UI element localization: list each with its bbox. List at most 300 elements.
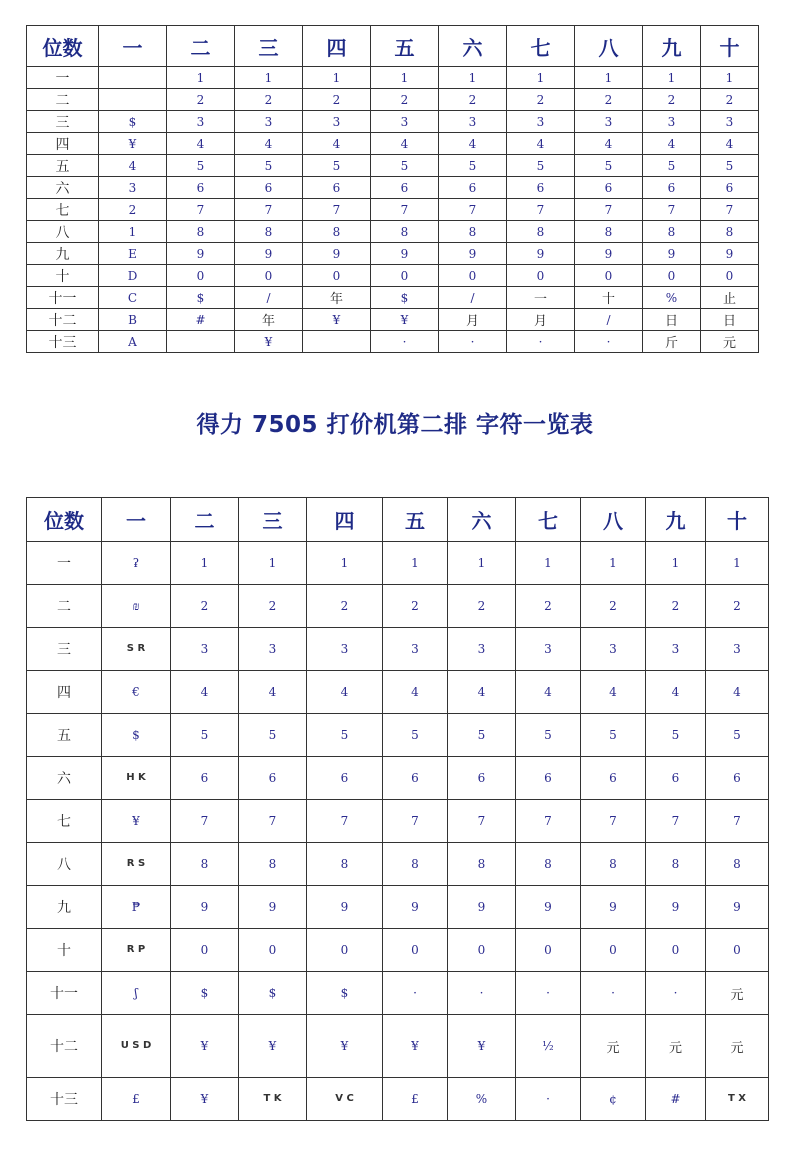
character-cell: 2 bbox=[575, 89, 643, 111]
character-cell: V C bbox=[307, 1078, 383, 1121]
character-cell: 8 bbox=[171, 843, 239, 886]
character-cell: 7 bbox=[171, 800, 239, 843]
character-cell: 0 bbox=[516, 929, 581, 972]
character-cell: 2 bbox=[239, 585, 307, 628]
row-label: 二 bbox=[27, 585, 102, 628]
character-cell: 1 bbox=[516, 542, 581, 585]
character-cell: 8 bbox=[581, 843, 646, 886]
character-cell: 9 bbox=[171, 886, 239, 929]
character-cell: 0 bbox=[448, 929, 516, 972]
row-label: 十 bbox=[27, 929, 102, 972]
character-cell: 8 bbox=[307, 843, 383, 886]
table-row bbox=[27, 671, 769, 714]
character-cell: 2 bbox=[706, 585, 769, 628]
character-cell: 5 bbox=[167, 155, 235, 177]
character-cell: 4 bbox=[303, 133, 371, 155]
character-cell bbox=[167, 331, 235, 353]
character-cell: 1 bbox=[706, 542, 769, 585]
character-cell: ¥ bbox=[383, 1015, 448, 1078]
character-cell: · bbox=[448, 972, 516, 1015]
character-cell: 2 bbox=[701, 89, 759, 111]
header-column: 八 bbox=[575, 26, 643, 67]
character-cell: ʡ bbox=[102, 542, 171, 585]
character-cell: ¥ bbox=[99, 133, 167, 155]
row-label: 十三 bbox=[27, 331, 99, 353]
table-row bbox=[27, 177, 759, 199]
character-cell: 8 bbox=[303, 221, 371, 243]
character-cell: 日 bbox=[643, 309, 701, 331]
row-label: 七 bbox=[27, 199, 99, 221]
character-cell: 元 bbox=[706, 1015, 769, 1078]
row-label: 十 bbox=[27, 265, 99, 287]
character-cell: B bbox=[99, 309, 167, 331]
character-cell: 9 bbox=[383, 886, 448, 929]
table-row bbox=[27, 133, 759, 155]
character-cell: 7 bbox=[303, 199, 371, 221]
header-column: 九 bbox=[643, 26, 701, 67]
character-cell: 6 bbox=[303, 177, 371, 199]
character-cell: 2 bbox=[581, 585, 646, 628]
header-digit-position: 位数 bbox=[27, 26, 99, 67]
character-cell: 十 bbox=[575, 287, 643, 309]
character-cell: 4 bbox=[516, 671, 581, 714]
row-label: 四 bbox=[27, 133, 99, 155]
header-column: 一 bbox=[102, 498, 171, 542]
character-cell: 1 bbox=[303, 67, 371, 89]
character-cell: 7 bbox=[307, 800, 383, 843]
row-label: 九 bbox=[27, 243, 99, 265]
character-cell: 8 bbox=[516, 843, 581, 886]
header-column: 二 bbox=[167, 26, 235, 67]
character-cell: € bbox=[102, 671, 171, 714]
character-cell: 3 bbox=[239, 628, 307, 671]
character-cell: 2 bbox=[235, 89, 303, 111]
character-cell: 5 bbox=[516, 714, 581, 757]
character-cell: 5 bbox=[303, 155, 371, 177]
character-cell: 6 bbox=[371, 177, 439, 199]
character-cell: 2 bbox=[448, 585, 516, 628]
character-cell: · bbox=[575, 331, 643, 353]
character-cell: 年 bbox=[303, 287, 371, 309]
character-cell: 6 bbox=[439, 177, 507, 199]
character-cell bbox=[303, 331, 371, 353]
character-cell: 8 bbox=[383, 843, 448, 886]
character-cell: 1 bbox=[307, 542, 383, 585]
character-cell: 5 bbox=[581, 714, 646, 757]
row-label: 六 bbox=[27, 177, 99, 199]
character-cell: 9 bbox=[646, 886, 706, 929]
page-title: 得力 7505 打价机第二排 字符一览表 bbox=[196, 412, 594, 438]
character-cell: 7 bbox=[643, 199, 701, 221]
character-cell: 3 bbox=[643, 111, 701, 133]
character-cell: 4 bbox=[239, 671, 307, 714]
character-cell: 2 bbox=[99, 199, 167, 221]
table-row bbox=[27, 111, 759, 133]
character-cell: 2 bbox=[167, 89, 235, 111]
table-row bbox=[27, 972, 769, 1015]
character-cell: 年 bbox=[235, 309, 303, 331]
character-cell: 4 bbox=[167, 133, 235, 155]
character-cell: 1 bbox=[383, 542, 448, 585]
character-cell: 1 bbox=[171, 542, 239, 585]
character-cell: 4 bbox=[646, 671, 706, 714]
character-cell: 3 bbox=[507, 111, 575, 133]
character-cell: 1 bbox=[646, 542, 706, 585]
row-label: 八 bbox=[27, 221, 99, 243]
character-cell: 3 bbox=[235, 111, 303, 133]
character-cell: £ bbox=[383, 1078, 448, 1121]
character-cell: $ bbox=[239, 972, 307, 1015]
character-cell: 3 bbox=[167, 111, 235, 133]
table-row bbox=[27, 67, 759, 89]
character-cell: 9 bbox=[167, 243, 235, 265]
character-cell: 3 bbox=[171, 628, 239, 671]
row-label: 四 bbox=[27, 671, 102, 714]
character-cell: 斤 bbox=[643, 331, 701, 353]
character-cell: H K bbox=[102, 757, 171, 800]
character-cell bbox=[99, 89, 167, 111]
table-row bbox=[27, 714, 769, 757]
character-cell: $ bbox=[307, 972, 383, 1015]
character-cell: 9 bbox=[239, 886, 307, 929]
header-column: 六 bbox=[439, 26, 507, 67]
table-row bbox=[27, 265, 759, 287]
row-label: 十三 bbox=[27, 1078, 102, 1121]
header-column: 十 bbox=[701, 26, 759, 67]
character-cell: 7 bbox=[575, 199, 643, 221]
character-cell: 9 bbox=[643, 243, 701, 265]
character-cell: 日 bbox=[701, 309, 759, 331]
character-cell: R S bbox=[102, 843, 171, 886]
character-cell: 2 bbox=[371, 89, 439, 111]
row-label: 九 bbox=[27, 886, 102, 929]
character-cell: · bbox=[371, 331, 439, 353]
character-cell: 7 bbox=[507, 199, 575, 221]
row-label: 一 bbox=[27, 542, 102, 585]
character-cell: 7 bbox=[167, 199, 235, 221]
character-cell: 月 bbox=[507, 309, 575, 331]
character-cell: 2 bbox=[439, 89, 507, 111]
header-column: 八 bbox=[581, 498, 646, 542]
character-cell: 4 bbox=[448, 671, 516, 714]
header-column: 十 bbox=[706, 498, 769, 542]
character-cell: 4 bbox=[575, 133, 643, 155]
character-cell: 3 bbox=[448, 628, 516, 671]
character-cell: 8 bbox=[646, 843, 706, 886]
character-cell: 6 bbox=[448, 757, 516, 800]
character-cell: 4 bbox=[581, 671, 646, 714]
table-row bbox=[27, 309, 759, 331]
character-cell: ₪ bbox=[102, 585, 171, 628]
table-row bbox=[27, 542, 769, 585]
character-cell: £ bbox=[102, 1078, 171, 1121]
character-cell: C bbox=[99, 287, 167, 309]
character-cell: $ bbox=[171, 972, 239, 1015]
character-cell: ¥ bbox=[171, 1015, 239, 1078]
character-cell: · bbox=[646, 972, 706, 1015]
character-cell: ¥ bbox=[171, 1078, 239, 1121]
row-label: 六 bbox=[27, 757, 102, 800]
character-cell: 8 bbox=[439, 221, 507, 243]
character-cell: 3 bbox=[383, 628, 448, 671]
character-cell: 0 bbox=[371, 265, 439, 287]
character-cell: 7 bbox=[371, 199, 439, 221]
character-cell: 6 bbox=[706, 757, 769, 800]
character-cell: 9 bbox=[235, 243, 303, 265]
character-cell: ½ bbox=[516, 1015, 581, 1078]
character-cell: 4 bbox=[643, 133, 701, 155]
row-label: 十二 bbox=[27, 309, 99, 331]
character-cell: 0 bbox=[235, 265, 303, 287]
character-cell: 5 bbox=[307, 714, 383, 757]
character-cell: % bbox=[448, 1078, 516, 1121]
header-column: 四 bbox=[303, 26, 371, 67]
character-cell: 1 bbox=[581, 542, 646, 585]
character-cell: ¥ bbox=[448, 1015, 516, 1078]
character-cell: T X bbox=[706, 1078, 769, 1121]
character-cell: 8 bbox=[235, 221, 303, 243]
header-column: 六 bbox=[448, 498, 516, 542]
character-cell: 4 bbox=[171, 671, 239, 714]
character-cell: 3 bbox=[99, 177, 167, 199]
table-row bbox=[27, 243, 759, 265]
character-cell: 2 bbox=[643, 89, 701, 111]
character-cell: 1 bbox=[643, 67, 701, 89]
character-cell: 7 bbox=[581, 800, 646, 843]
character-cell: 2 bbox=[303, 89, 371, 111]
character-cell: 7 bbox=[235, 199, 303, 221]
header-column: 七 bbox=[516, 498, 581, 542]
character-cell: 7 bbox=[439, 199, 507, 221]
character-cell: · bbox=[439, 331, 507, 353]
table-row bbox=[27, 199, 759, 221]
character-cell: 3 bbox=[303, 111, 371, 133]
table-row bbox=[27, 757, 769, 800]
character-cell: 3 bbox=[646, 628, 706, 671]
character-cell: / bbox=[439, 287, 507, 309]
character-cell: 6 bbox=[516, 757, 581, 800]
character-table-row2 bbox=[26, 497, 769, 1121]
character-cell: 8 bbox=[643, 221, 701, 243]
character-cell: D bbox=[99, 265, 167, 287]
header-column: 二 bbox=[171, 498, 239, 542]
character-cell: 6 bbox=[171, 757, 239, 800]
character-cell: 5 bbox=[646, 714, 706, 757]
table-row bbox=[27, 886, 769, 929]
character-cell: 0 bbox=[646, 929, 706, 972]
character-cell: 5 bbox=[239, 714, 307, 757]
character-cell: 6 bbox=[646, 757, 706, 800]
character-cell: 6 bbox=[235, 177, 303, 199]
character-cell: ¥ bbox=[371, 309, 439, 331]
character-cell: 0 bbox=[581, 929, 646, 972]
character-cell: 4 bbox=[701, 133, 759, 155]
table-row bbox=[27, 585, 769, 628]
character-cell: 0 bbox=[439, 265, 507, 287]
character-cell: 0 bbox=[303, 265, 371, 287]
character-cell: 2 bbox=[516, 585, 581, 628]
character-cell: 0 bbox=[307, 929, 383, 972]
character-cell bbox=[99, 67, 167, 89]
character-cell: 3 bbox=[575, 111, 643, 133]
row-label: 三 bbox=[27, 111, 99, 133]
character-cell: E bbox=[99, 243, 167, 265]
character-cell: # bbox=[646, 1078, 706, 1121]
header-column: 五 bbox=[371, 26, 439, 67]
table-row bbox=[27, 287, 759, 309]
character-cell: ¢ bbox=[581, 1078, 646, 1121]
character-cell: / bbox=[575, 309, 643, 331]
character-cell: ¥ bbox=[303, 309, 371, 331]
character-cell: 7 bbox=[516, 800, 581, 843]
character-cell: R P bbox=[102, 929, 171, 972]
header-column: 五 bbox=[383, 498, 448, 542]
character-cell: 7 bbox=[448, 800, 516, 843]
character-cell: 6 bbox=[581, 757, 646, 800]
header-column: 七 bbox=[507, 26, 575, 67]
character-cell: 8 bbox=[507, 221, 575, 243]
character-cell: 止 bbox=[701, 287, 759, 309]
character-cell: 9 bbox=[701, 243, 759, 265]
character-cell: 4 bbox=[383, 671, 448, 714]
character-cell: T K bbox=[239, 1078, 307, 1121]
character-cell: 一 bbox=[507, 287, 575, 309]
character-cell: 3 bbox=[701, 111, 759, 133]
character-cell: 5 bbox=[235, 155, 303, 177]
character-cell: 6 bbox=[507, 177, 575, 199]
character-cell: 6 bbox=[575, 177, 643, 199]
table-row bbox=[27, 628, 769, 671]
character-cell: 2 bbox=[507, 89, 575, 111]
character-cell: A bbox=[99, 331, 167, 353]
character-cell: 9 bbox=[307, 886, 383, 929]
character-cell: $ bbox=[167, 287, 235, 309]
character-cell: 9 bbox=[706, 886, 769, 929]
character-cell: $ bbox=[102, 714, 171, 757]
character-cell: 2 bbox=[383, 585, 448, 628]
character-cell: 8 bbox=[371, 221, 439, 243]
character-cell: · bbox=[516, 972, 581, 1015]
character-cell: 2 bbox=[171, 585, 239, 628]
character-cell: 7 bbox=[706, 800, 769, 843]
row-label: 一 bbox=[27, 67, 99, 89]
row-label: 七 bbox=[27, 800, 102, 843]
character-cell: ¥ bbox=[102, 800, 171, 843]
character-cell: 0 bbox=[507, 265, 575, 287]
character-cell: 1 bbox=[371, 67, 439, 89]
character-cell: 0 bbox=[706, 929, 769, 972]
character-cell: 6 bbox=[307, 757, 383, 800]
character-cell: 月 bbox=[439, 309, 507, 331]
character-cell: 8 bbox=[701, 221, 759, 243]
character-cell: 4 bbox=[235, 133, 303, 155]
character-cell: 0 bbox=[171, 929, 239, 972]
character-cell: $ bbox=[371, 287, 439, 309]
character-cell: 7 bbox=[239, 800, 307, 843]
character-cell: 8 bbox=[448, 843, 516, 886]
table-row bbox=[27, 843, 769, 886]
table-header-row bbox=[27, 498, 769, 542]
character-cell: 9 bbox=[371, 243, 439, 265]
character-cell: 9 bbox=[448, 886, 516, 929]
character-cell: 5 bbox=[706, 714, 769, 757]
character-cell: 5 bbox=[439, 155, 507, 177]
character-cell: 5 bbox=[371, 155, 439, 177]
character-cell: 5 bbox=[575, 155, 643, 177]
character-cell: / bbox=[235, 287, 303, 309]
character-cell: 6 bbox=[383, 757, 448, 800]
row-label: 十一 bbox=[27, 972, 102, 1015]
header-column: 三 bbox=[239, 498, 307, 542]
character-cell: 5 bbox=[507, 155, 575, 177]
character-cell: 2 bbox=[646, 585, 706, 628]
character-cell: 9 bbox=[303, 243, 371, 265]
character-cell: 4 bbox=[507, 133, 575, 155]
character-cell: 5 bbox=[643, 155, 701, 177]
character-cell: 0 bbox=[239, 929, 307, 972]
character-cell: · bbox=[383, 972, 448, 1015]
table-row bbox=[27, 221, 759, 243]
character-cell: 元 bbox=[706, 972, 769, 1015]
row-label: 十二 bbox=[27, 1015, 102, 1078]
character-cell: 9 bbox=[575, 243, 643, 265]
character-cell: 6 bbox=[643, 177, 701, 199]
character-cell: 9 bbox=[507, 243, 575, 265]
character-cell: 5 bbox=[171, 714, 239, 757]
character-cell: 0 bbox=[167, 265, 235, 287]
character-cell: 9 bbox=[439, 243, 507, 265]
character-cell: 7 bbox=[701, 199, 759, 221]
character-cell: 1 bbox=[99, 221, 167, 243]
character-cell: 9 bbox=[516, 886, 581, 929]
character-cell: 7 bbox=[646, 800, 706, 843]
header-column: 四 bbox=[307, 498, 383, 542]
character-cell: 2 bbox=[307, 585, 383, 628]
row-label: 十一 bbox=[27, 287, 99, 309]
character-cell: 8 bbox=[239, 843, 307, 886]
character-cell: 8 bbox=[575, 221, 643, 243]
character-cell: % bbox=[643, 287, 701, 309]
character-cell: 1 bbox=[439, 67, 507, 89]
table-row bbox=[27, 1078, 769, 1121]
table-row bbox=[27, 1015, 769, 1078]
character-cell: 元 bbox=[646, 1015, 706, 1078]
row-label: 五 bbox=[27, 155, 99, 177]
header-digit-position: 位数 bbox=[27, 498, 102, 542]
character-cell: 5 bbox=[383, 714, 448, 757]
table-row bbox=[27, 929, 769, 972]
character-cell: 3 bbox=[516, 628, 581, 671]
character-cell: ʃ bbox=[102, 972, 171, 1015]
character-cell: 3 bbox=[581, 628, 646, 671]
character-cell: 0 bbox=[701, 265, 759, 287]
character-cell: 0 bbox=[643, 265, 701, 287]
row-label: 三 bbox=[27, 628, 102, 671]
table-row bbox=[27, 89, 759, 111]
character-cell: 1 bbox=[507, 67, 575, 89]
row-label: 五 bbox=[27, 714, 102, 757]
row-label: 八 bbox=[27, 843, 102, 886]
character-cell: 8 bbox=[706, 843, 769, 886]
header-column: 九 bbox=[646, 498, 706, 542]
character-cell: 3 bbox=[706, 628, 769, 671]
character-cell: 0 bbox=[575, 265, 643, 287]
row-label: 二 bbox=[27, 89, 99, 111]
character-cell: 4 bbox=[439, 133, 507, 155]
character-cell: 1 bbox=[448, 542, 516, 585]
table-row bbox=[27, 331, 759, 353]
character-cell: ¥ bbox=[239, 1015, 307, 1078]
